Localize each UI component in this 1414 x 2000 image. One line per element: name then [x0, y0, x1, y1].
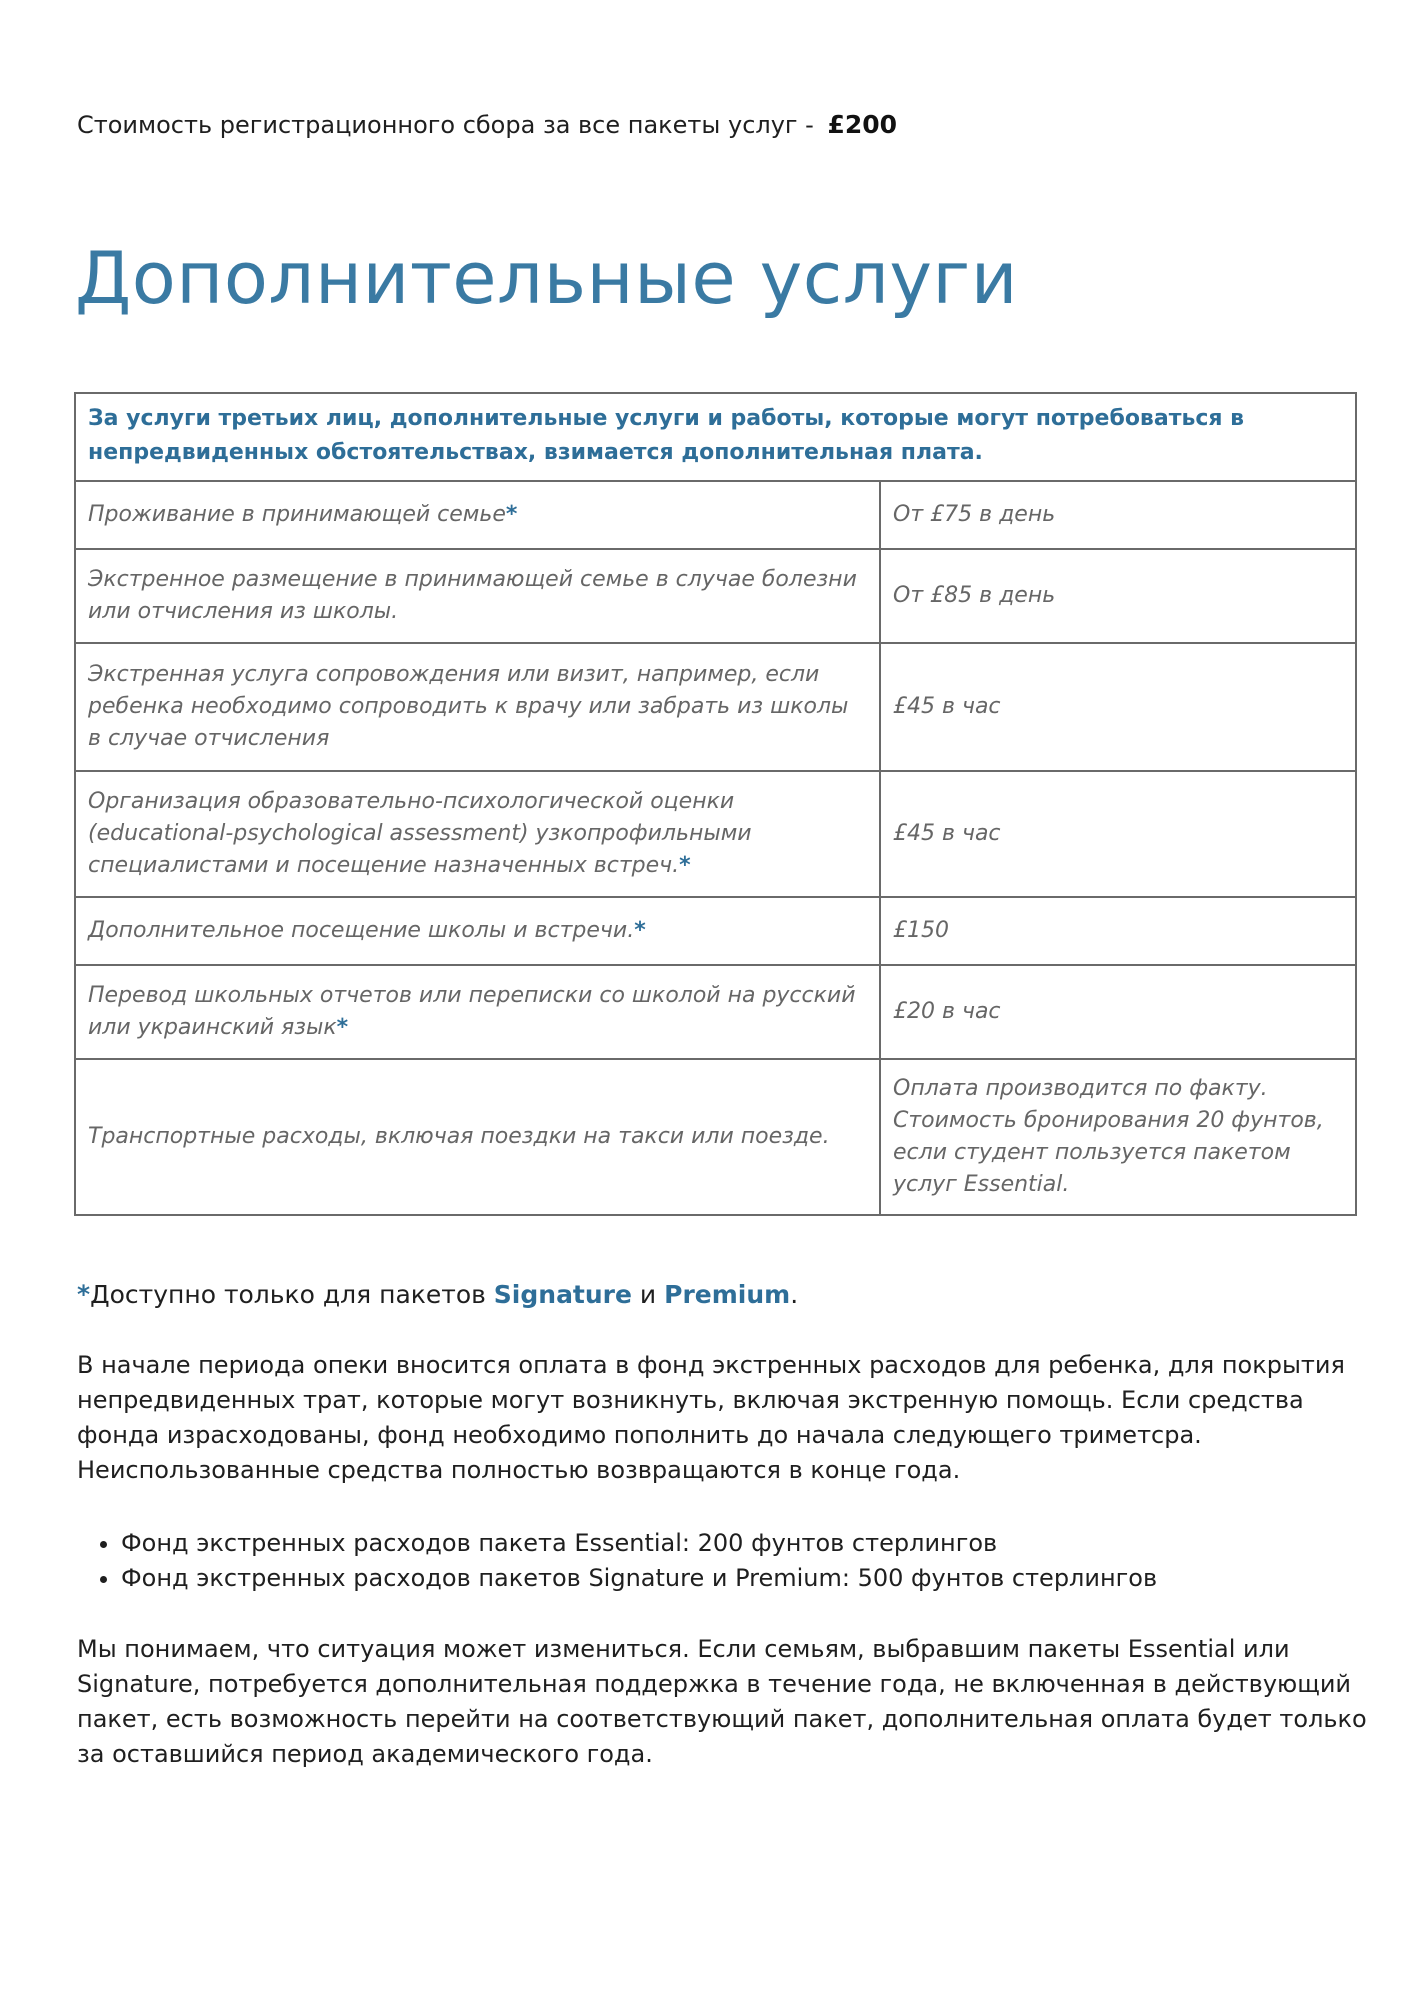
- service-cell: [75, 481, 880, 549]
- star-marker: *: [336, 1015, 349, 1040]
- table-row: [75, 897, 1356, 965]
- price-cell: £20 в час: [880, 965, 1356, 1059]
- section-title: Дополнительные услуги: [75, 236, 1019, 320]
- list-item: • Фонд экстренных расходов пакета Essential: 200 фунтов стерлингов: [121, 1526, 1157, 1561]
- footnote-star: *: [77, 1280, 91, 1309]
- package-premium: Premium: [664, 1280, 791, 1309]
- table-row: [75, 643, 1356, 771]
- footnote: [77, 1280, 798, 1309]
- service-text: Дополнительное посещение школы и встречи.: [88, 918, 635, 943]
- price-cell: £150: [880, 897, 1356, 965]
- service-cell: [75, 897, 880, 965]
- star-marker: *: [505, 502, 518, 527]
- registration-fee-line: [77, 110, 897, 139]
- services-table: [74, 392, 1357, 1216]
- table-row: [75, 481, 1356, 549]
- table-row: [75, 965, 1356, 1059]
- service-text: Транспортные расходы, включая поездки на такси или поезде.: [88, 1124, 830, 1149]
- footnote-end: .: [790, 1280, 799, 1309]
- table-row: [75, 771, 1356, 897]
- price-cell: От £75 в день: [880, 481, 1356, 549]
- service-text: Экстренное размещение в принимающей семье в случае болезни или отчисления из школы.: [88, 567, 857, 624]
- price-cell: Оплата производится по факту. Стоимость бронирования 20 фунтов, если студент пользуется пакетом услуг Essential.: [880, 1059, 1356, 1215]
- emergency-fund-paragraph: В начале периода опеки вносится оплата в фонд экстренных расходов для ребенка, для покрытия непредвиденных трат, которые могут возникнуть, включая экстренную помощь. Если средства фонда израсходованы, фонд необходимо пополнить до начала следующего триметсра. Неиспользованные средства полностью возвращаются в конце года.: [77, 1351, 1345, 1484]
- price-cell: £45 в час: [880, 771, 1356, 897]
- package-signature: Signature: [493, 1280, 632, 1309]
- footnote-text: Доступно только для пакетов: [90, 1280, 486, 1309]
- star-marker: *: [679, 853, 691, 878]
- service-text: Проживание в принимающей семье: [88, 502, 506, 527]
- service-cell: [75, 549, 880, 643]
- table-header-row: [75, 393, 1356, 481]
- registration-fee-text: Стоимость регистрационного сбора за все пакеты услуг -: [77, 111, 814, 139]
- service-cell: [75, 771, 880, 897]
- table-row: [75, 549, 1356, 643]
- star-marker: *: [634, 918, 646, 943]
- price-cell: £45 в час: [880, 643, 1356, 771]
- price-cell: От £85 в день: [880, 549, 1356, 643]
- service-cell: [75, 1059, 880, 1215]
- service-cell: [75, 643, 880, 771]
- list-item: • Фонд экстренных расходов пакетов Signature и Premium: 500 фунтов стерлингов: [121, 1561, 1157, 1596]
- service-text: Перевод школьных отчетов или переписки со школой на русский или украинский язык: [88, 983, 856, 1040]
- service-text: Экстренная услуга сопровождения или визит, например, если ребенка необходимо сопроводить к врачу или забрать из школы в случае отчисления: [88, 662, 849, 751]
- package-change-paragraph: Мы понимаем, что ситуация может измениться. Если семьям, выбравшим пакеты Essential или Signature, потребуется дополнительная поддержка в течение года, не включенная в действующий пакет, есть возможность перейти на соответствующий пакет, дополнительная оплата будет только за оставшийся период академического года.: [77, 1635, 1367, 1768]
- table-header: За услуги третьих лиц, дополнительные услуги и работы, которые могут потребоваться в непредвиденных обстоятельствах, взимается дополнительная плата.: [75, 393, 1356, 481]
- table-row: [75, 1059, 1356, 1215]
- registration-fee-price: £200: [827, 110, 898, 139]
- service-text: Организация образовательно-психологической оценки (educational-psychological assessment) узкопрофильными специалистами и посещение назначенных встреч.: [88, 789, 752, 878]
- funds-list: [77, 1526, 1157, 1596]
- footnote-and: и: [639, 1280, 657, 1309]
- service-cell: [75, 965, 880, 1059]
